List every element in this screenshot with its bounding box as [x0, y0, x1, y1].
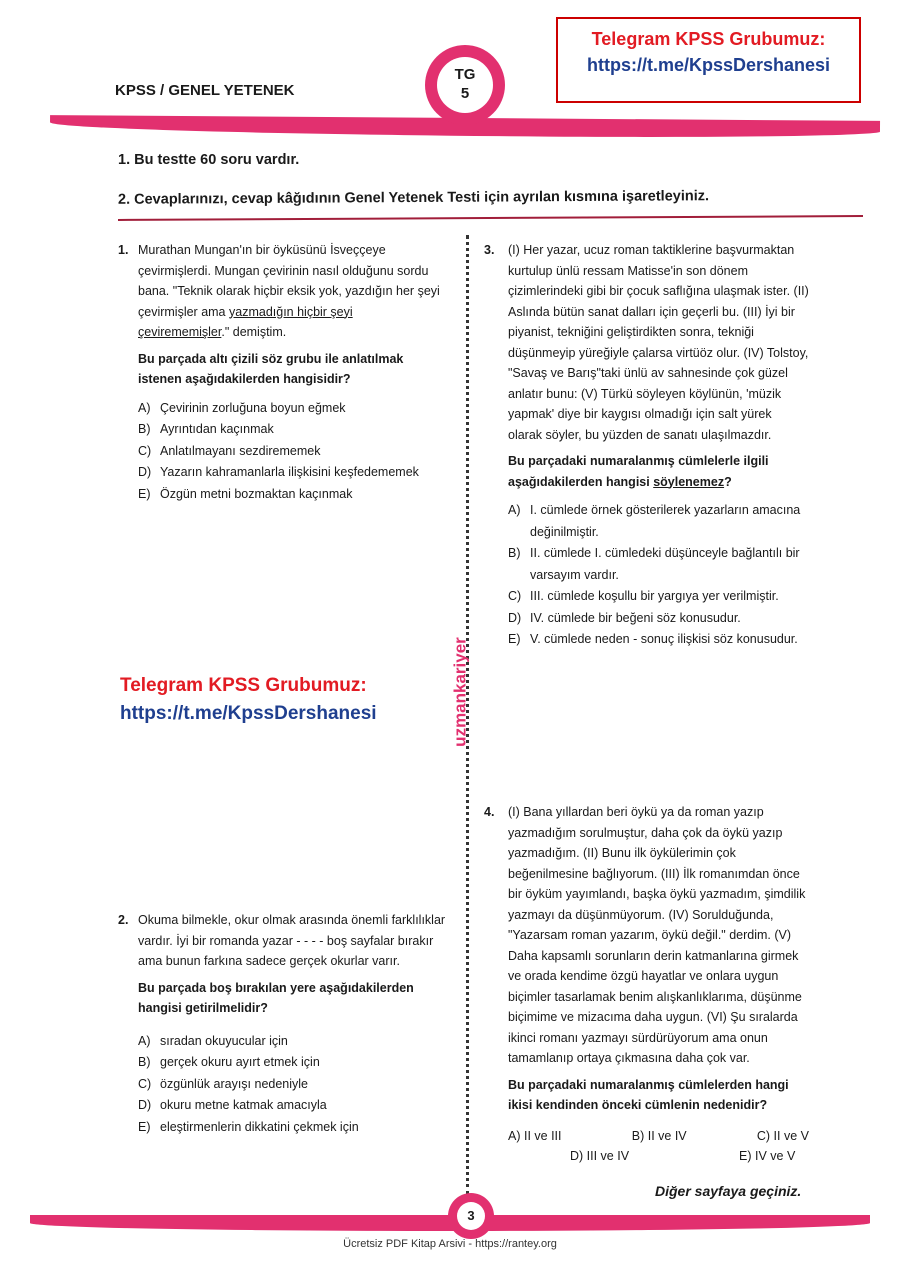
- option-b[interactable]: B) II ve IV: [631, 1128, 687, 1143]
- option-b[interactable]: B) gerçek okuru ayırt etmek için: [138, 1055, 320, 1069]
- question-text: Okuma bilmekle, okur olmak arasında önemli farklılıklar vardır. İyi bir romanda yazar - - - - boş sayfalar bırakır ama bunun farkına sadece gerçek okurlar varır.: [138, 913, 446, 968]
- option-e[interactable]: E) eleştirmenlerin dikkatini çekmek için: [138, 1119, 359, 1134]
- option-d[interactable]: D) IV. cümlede bir beğeni söz konusudur.: [508, 610, 741, 625]
- answer-options: [138, 398, 446, 506]
- question-number: 3.: [484, 243, 495, 257]
- test-badge-number: 5: [460, 85, 470, 102]
- question-number: 1.: [118, 243, 129, 257]
- option-c[interactable]: C) II ve V: [756, 1128, 809, 1143]
- option-b[interactable]: B) II. cümlede I. cümledeki düşünceyle bağlantılı bir varsayım vardır.: [508, 546, 800, 582]
- question-number: 4.: [484, 805, 495, 819]
- question-2: [118, 910, 450, 1138]
- answer-options: [508, 500, 809, 651]
- instruction-divider: [118, 215, 863, 221]
- publisher-logo: [440, 620, 480, 780]
- option-a[interactable]: A) sıradan okuyucular için: [138, 1033, 288, 1048]
- option-e[interactable]: E) V. cümlede neden - sonuç ilişkisi söz konusudur.: [508, 632, 798, 646]
- instruction-1: 1. Bu testte 60 soru vardır.: [118, 152, 300, 168]
- underlined-phrase: yazmadığın hiçbir şeyi çevirememişler: [138, 304, 353, 339]
- page-header-title: KPSS / GENEL YETENEK: [115, 82, 295, 99]
- footer-text[interactable]: Ücretsiz PDF Kitap Arsivi - https://rantey.org: [343, 1238, 557, 1250]
- option-a[interactable]: A) Çevirinin zorluğuna boyun eğmek: [138, 400, 346, 415]
- test-badge-code: TG: [454, 66, 476, 83]
- instruction-2: 2. Cevaplarınızı, cevap kâğıdının Genel Yetenek Testi için ayrılan kısmına işaretleyiniz.: [117, 188, 710, 208]
- telegram-promo-box: [556, 17, 861, 103]
- option-e[interactable]: E) Özgün metni bozmaktan kaçınmak: [138, 486, 353, 501]
- option-a[interactable]: A) II ve III: [508, 1128, 562, 1143]
- question-3: [484, 240, 809, 651]
- option-d[interactable]: D) okuru metne katmak amacıyla: [138, 1098, 327, 1112]
- option-e[interactable]: E) IV ve V: [739, 1149, 796, 1163]
- telegram-promo-middle-link[interactable]: https://t.me/KpssDershanesi: [120, 703, 377, 724]
- option-c[interactable]: C) III. cümlede koşullu bir yargıya yer verilmiştir.: [508, 589, 779, 603]
- option-a[interactable]: A) I. cümlede örnek gösterilerek yazarların amacına değinilmiştir.: [508, 503, 801, 539]
- question-text: (I) Her yazar, ucuz roman taktiklerine başvurmaktan kurtulup ünlü ressam Matisse'in son dönem çizimlerindeki gibi bir çocuk saflığına ulaşmak ister. (II) Aslında bütün sanat dalları için geçerli bu. (III) İyi bir piyanist, tekniğini geliştirdikten sonra, tekniği düşünmeyip yüreğiyle çalarsa virtüöz olur. (IV) Tolstoy, "Savaş ve Barış"taki ünlü av sahnesinde çok güzel anlatır bunu: (V) Türkü söyleyen köylünün, 'müzik yapmak' diye bir kaygısı olmadığı için salt yürek olarak söyler, bu yüzden de sanatı ulaşılmazdır.: [508, 243, 809, 442]
- telegram-promo-middle: [120, 672, 377, 728]
- question-text: Murathan Mungan'ın bir öyküsünü İsveççeye çevirmişlerdi. Mungan çevirinin nasıl olduğunu sordu bana. "Teknik olarak hiçbir eksik yok, yazdığın her şeyi çevirmişler ama yazmadığın hiçbir şeyi çevirememişler." demiştim.: [138, 243, 440, 339]
- question-stem: Bu parçada boş bırakılan yere aşağıdakilerden hangisi getirilmelidir?: [138, 980, 414, 1015]
- page-number: 3: [457, 1202, 485, 1230]
- option-d[interactable]: D) III ve IV: [570, 1149, 630, 1163]
- answer-row-1: [508, 1126, 809, 1147]
- question-number: 2.: [118, 913, 129, 927]
- answer-row-2: [508, 1146, 809, 1167]
- next-page-note: Diğer sayfaya geçiniz.: [655, 1183, 802, 1199]
- question-1: [118, 240, 446, 505]
- telegram-promo-title: Telegram KPSS Grubumuz:: [591, 29, 826, 49]
- question-text: (I) Bana yıllardan beri öykü ya da roman yazıp yazmadığım sorulmuştur, daha çok da öykü yazıp yazmadığım. (II) Bunu ilk öykülerimin çok beğenilmesine bağlıyorum. (III) İlk romanımdan önce bir öyküm yayımlandı, başka öykü yazmadım, şimdilik yazmayı da düşünmüyorum. (IV) Sorulduğunda, "Yazarsam roman yazarım, öykü değil." derdim. (V) Daha kapsamlı sorunların derin katmanlarına girmek ve orada kendime özgü hayatlar ve onlara uygun biçimler tasarlamak benim alışkanlıklarıma, düşünme biçimime ve mizacıma daha uygun. (VI) Şu sıralarda ikinci romanı yazmayı sürdürüyorum ama onun tamamlanıp ortaya çıkmasına daha çok var.: [508, 805, 806, 1065]
- test-badge: [437, 57, 493, 113]
- option-c[interactable]: C) özgünlük arayışı nedeniyle: [138, 1076, 309, 1091]
- emphasized-word: söylenemez: [653, 474, 725, 489]
- answer-options: [138, 1031, 450, 1139]
- telegram-promo-link[interactable]: https://t.me/KpssDershanesi: [586, 55, 831, 75]
- publisher-name: uzmankariyer: [450, 637, 470, 747]
- question-stem: Bu parçadaki numaralanmış cümlelerle ilgili aşağıdakilerden hangisi söylenemez?: [508, 454, 769, 489]
- option-b[interactable]: B) Ayrıntıdan kaçınmak: [138, 422, 274, 436]
- question-stem: Bu parçada altı çizili söz grubu ile anlatılmak istenen aşağıdakilerden hangisidir?: [138, 351, 404, 386]
- option-c[interactable]: C) Anlatılmayanı sezdirememek: [138, 443, 321, 458]
- question-stem: Bu parçadaki numaralanmış cümlelerden hangi ikisi kendinden önceki cümlenin nedenidir?: [508, 1077, 789, 1112]
- question-4: [484, 802, 809, 1167]
- option-d[interactable]: D) Yazarın kahramanlarla ilişkisini keşfedememek: [138, 465, 419, 479]
- telegram-promo-middle-title: Telegram KPSS Grubumuz:: [120, 675, 367, 696]
- answer-options: [508, 1126, 809, 1167]
